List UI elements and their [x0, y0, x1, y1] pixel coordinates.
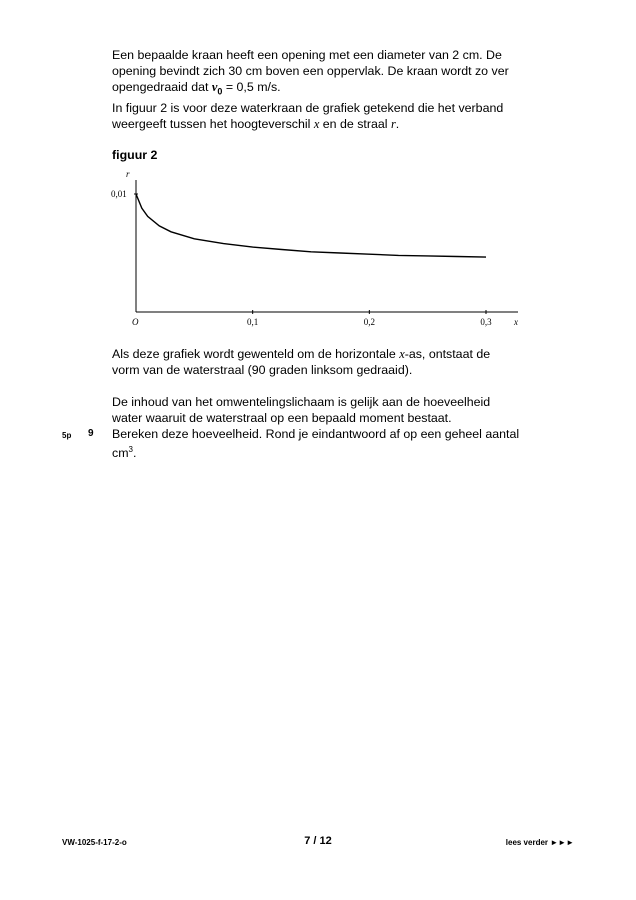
rotation-line-1-post: -as, ontstaat de — [404, 347, 491, 361]
volume-line-1: De inhoud van het omwentelingslichaam is gelijk aan de hoeveelheid — [112, 395, 491, 409]
intro-line-1: Een bepaalde kraan heeft een opening met een diameter van 2 cm. De — [112, 48, 502, 62]
v-subscript: 0 — [217, 86, 223, 97]
figure-chart — [0, 0, 636, 340]
volume-paragraph — [112, 394, 582, 426]
intro-line-3-post: = 0,5 m/s. — [222, 80, 281, 94]
volume-line-2: water waaruit de waterstraal op een bepaald moment bestaat. — [112, 411, 452, 425]
x-tick-label-2: 0,3 — [480, 317, 492, 327]
question-line-2: cm — [112, 446, 129, 461]
curve-r-vs-x — [136, 194, 486, 257]
question-number: 9 — [88, 428, 94, 439]
question-superscript: 3 — [128, 445, 133, 454]
var-x: x — [313, 117, 320, 131]
rotation-paragraph — [112, 346, 582, 378]
footer-code: VW-1025-f-17-2-o — [62, 838, 127, 847]
x-axis-label: x — [514, 317, 518, 327]
rotation-line-1-pre: Als deze grafiek wordt gewenteld om de horizontale — [112, 347, 400, 361]
footer-next: lees verder ►►► — [505, 838, 574, 847]
x-tick-label-0: 0,1 — [247, 317, 259, 327]
rotation-line-2: vorm van de waterstraal (90 graden linksom gedraaid). — [112, 363, 413, 377]
question-text — [112, 426, 582, 461]
question-points: 5p — [62, 431, 72, 440]
question-line-2-post: . — [132, 446, 137, 461]
footer-page: 7 / 12 — [304, 835, 332, 847]
figure-label: figuur 2 — [112, 148, 158, 162]
v-symbol: v — [211, 80, 218, 94]
figure-intro-line-2-pre: weergeeft tussen het hoogteverschil — [112, 117, 314, 131]
figure-intro-line-2-post: . — [395, 117, 400, 131]
intro-line-3-pre: opengedraaid dat — [112, 80, 212, 94]
var-r: r — [390, 117, 396, 131]
question-line-1: Bereken deze hoeveelheid. Rond je eindantwoord af op een geheel aantal — [112, 427, 520, 441]
intro-line-2: opening bevindt zich 30 cm boven een oppervlak. De kraan wordt zo ver — [112, 64, 509, 78]
figure-intro-line-2-mid: en de straal — [319, 117, 391, 131]
x-tick-label-1: 0,2 — [363, 317, 375, 327]
figure-intro-line-1: In figuur 2 is voor deze waterkraan de grafiek getekend die het verband — [112, 101, 504, 115]
rotation-var-x: x — [399, 347, 405, 361]
y-tick-label-0: 0,01 — [111, 189, 127, 199]
origin-label: O — [132, 317, 139, 327]
y-axis-label: r — [126, 169, 130, 179]
